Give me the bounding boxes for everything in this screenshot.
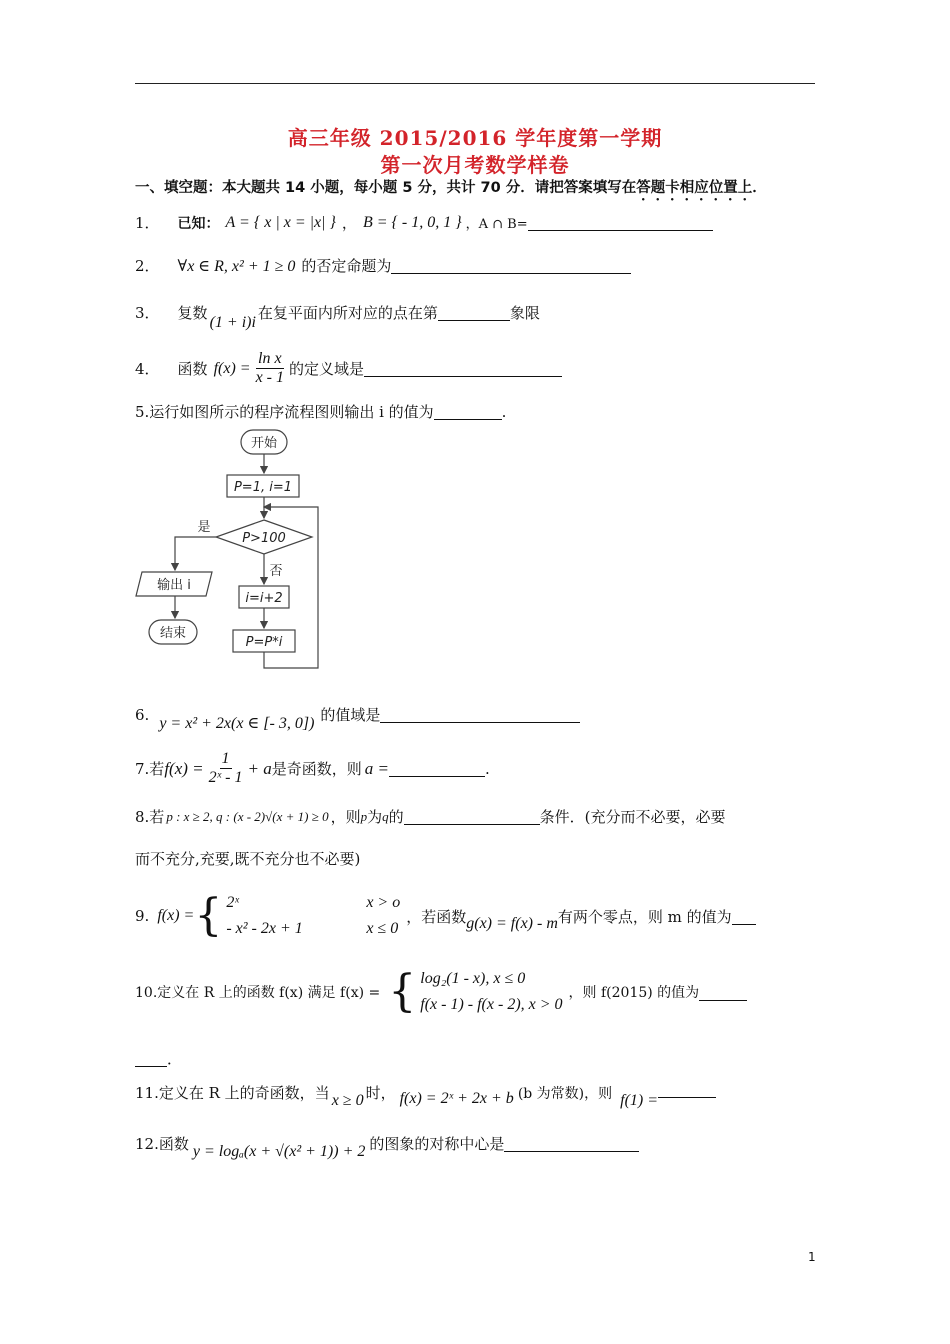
yes-label: 是 — [197, 520, 211, 535]
update-i-label: i=i+2 — [245, 591, 283, 606]
answer-blank[interactable] — [528, 214, 713, 231]
question-formula: p : x ≥ 2, q : (x - 2)√(x + 1) ≥ 0 — [166, 808, 329, 824]
question-10-line-2 — [135, 1048, 182, 1069]
question-2 — [135, 255, 631, 276]
update-p-label: P=P*i — [245, 635, 283, 650]
case-1: log₂(1 - x), x ≤ 0 — [420, 970, 526, 987]
question-8 — [135, 806, 726, 827]
section-heading — [135, 176, 767, 204]
question-text-b: 为 — [367, 808, 383, 826]
f1-formula: f(1) = — [620, 1091, 659, 1109]
case-2-condition: x ≤ 0 — [366, 920, 399, 937]
question-number: 3． — [135, 304, 160, 322]
question-text-b: 的图象的对称中心是 — [369, 1135, 505, 1153]
question-text: 的否定命题为 — [301, 257, 392, 275]
piecewise-cases — [226, 890, 400, 942]
answer-blank[interactable] — [732, 908, 756, 925]
function-lhs: f(x) = — [157, 907, 195, 924]
question-end: . — [484, 759, 490, 778]
question-text-b: 的定义域是 — [289, 360, 365, 378]
question-prefix: 7.若 — [135, 760, 165, 778]
question-1 — [135, 212, 713, 233]
answer-blank[interactable] — [438, 304, 510, 321]
answer-blank[interactable] — [364, 360, 562, 377]
intersection-label: ，A ∩ B= — [465, 217, 528, 232]
question-text: 10.定义在 R 上的函数 f(x) 满足 f(x) = — [135, 985, 381, 1001]
question-number: 1． — [135, 214, 160, 232]
question-text: 是奇函数，则 — [271, 760, 362, 778]
output-label: 输出 i — [157, 578, 191, 593]
exam-subtitle: 第一次月考数学样卷 — [380, 153, 570, 177]
question-text: 的值域是 — [320, 706, 381, 724]
case-1-condition: x > o — [366, 894, 401, 911]
question-number: 2． — [135, 257, 160, 275]
answer-blank[interactable] — [434, 403, 502, 420]
answer-blank[interactable] — [380, 706, 580, 723]
piecewise-cases — [420, 966, 562, 1018]
question-lead: 已知： — [177, 215, 220, 232]
question-6 — [135, 704, 580, 732]
answer-blank[interactable] — [504, 1135, 639, 1152]
cases-brace: { — [194, 890, 223, 941]
function-lhs: f(x) = — [164, 758, 204, 778]
a-equals: a = — [364, 758, 389, 778]
section-heading-end: ． — [752, 180, 767, 196]
question-12 — [135, 1133, 639, 1160]
question-number: 6. — [135, 705, 150, 724]
question-text-c: (b 为常数)，则 — [517, 1085, 613, 1102]
question-7 — [135, 750, 490, 787]
question-formula: y = x² + 2x(x ∈ [- 3, 0]) — [159, 714, 315, 732]
question-text-c: 象限 — [509, 304, 540, 322]
condition-formula: x ≥ 0 — [331, 1091, 364, 1109]
question-4 — [135, 350, 562, 387]
g-formula: g(x) = f(x) - m — [466, 915, 558, 932]
question-text-c: 的 — [388, 808, 404, 826]
question-number: 4． — [135, 360, 160, 378]
question-formula: (1 + i)i — [209, 313, 256, 331]
case-2-expression: - x² - 2x + 1 — [226, 920, 303, 937]
question-text: 复数 — [177, 304, 208, 322]
answer-blank[interactable] — [658, 1087, 716, 1098]
answer-blank[interactable] — [391, 257, 631, 274]
section-heading-emphasis: 答题卡相应位置上 — [636, 180, 753, 196]
set-b-formula: B = { - 1, 0, 1 } — [362, 213, 462, 231]
fraction-denominator: x - 1 — [255, 369, 284, 386]
question-3 — [135, 302, 540, 331]
answer-blank[interactable] — [404, 808, 540, 825]
question-text: 11.定义在 R 上的奇函数，当 — [135, 1084, 330, 1102]
q-symbol: q — [382, 808, 389, 824]
answer-blank[interactable] — [389, 760, 485, 777]
separator: ， — [341, 214, 357, 232]
question-5 — [135, 401, 506, 422]
question-end: . — [501, 402, 507, 421]
question-text: ，若函数 — [406, 907, 467, 926]
section-heading-text: 一、填空题：本大题共 14 小题，每小题 5 分，共计 70 分．请把答案填写在 — [135, 180, 637, 196]
start-label: 开始 — [250, 436, 278, 451]
end-label: 结束 — [159, 626, 187, 641]
answer-blank-continued[interactable] — [135, 1050, 167, 1067]
question-formula: f(x) = 2ˣ + 2x + b — [399, 1089, 514, 1107]
question-10 — [135, 966, 747, 1018]
fraction-denominator: 2ˣ - 1 — [208, 769, 243, 786]
question-formula: ∀x ∈ R, x² + 1 ≥ 0 — [177, 257, 296, 275]
fraction-numerator: ln x — [258, 350, 282, 367]
question-end: ． — [167, 1050, 183, 1068]
question-text: 5.运行如图所示的程序流程图则输出 i 的值为 — [135, 403, 434, 421]
question-prefix: 8.若 — [135, 808, 165, 826]
answer-blank[interactable] — [699, 984, 747, 1001]
question-text: ，则 — [330, 808, 361, 826]
question-text-b: 在复平面内所对应的点在第 — [257, 304, 438, 322]
question-9 — [135, 890, 756, 942]
question-text-d: 条件．(充分而不必要，必要 — [539, 808, 726, 826]
formula-plus-a: + a — [247, 758, 272, 778]
question-text-b: ，则 f(2015) 的值为 — [568, 985, 700, 1001]
fraction-numerator: 1 — [221, 750, 230, 767]
question-text: 12.函数 — [135, 1135, 189, 1153]
question-text-b: 有两个零点，则 m 的值为 — [557, 907, 732, 926]
p-symbol: p — [360, 808, 368, 824]
cases-brace: { — [388, 966, 417, 1017]
page-number: 1 — [808, 1250, 816, 1264]
question-formula: y = logₐ(x + √(x² + 1)) + 2 — [192, 1142, 366, 1160]
question-text: 函数 — [177, 360, 208, 378]
question-8-line-2: 而不充分,充要,既不充分也不必要) — [135, 850, 361, 868]
question-text-b: 时， — [365, 1084, 396, 1102]
condition-label: P>100 — [242, 531, 286, 546]
fraction — [254, 350, 286, 387]
question-prefix: 9. — [135, 907, 150, 925]
header-rule — [135, 83, 815, 84]
exam-title: 高三年级 2015/2016 学年度第一学期 — [287, 126, 663, 150]
init-label: P=1, i=1 — [233, 480, 293, 495]
function-lhs: f(x) = — [213, 359, 251, 377]
case-2: f(x - 1) - f(x - 2), x > 0 — [420, 996, 563, 1013]
set-a-formula: A = { x | x = |x| } — [225, 213, 336, 231]
fraction — [207, 750, 245, 787]
question-11 — [135, 1082, 716, 1109]
case-1-expression: 2ˣ — [226, 894, 239, 911]
no-label: 否 — [269, 564, 283, 579]
program-flowchart — [130, 425, 340, 675]
